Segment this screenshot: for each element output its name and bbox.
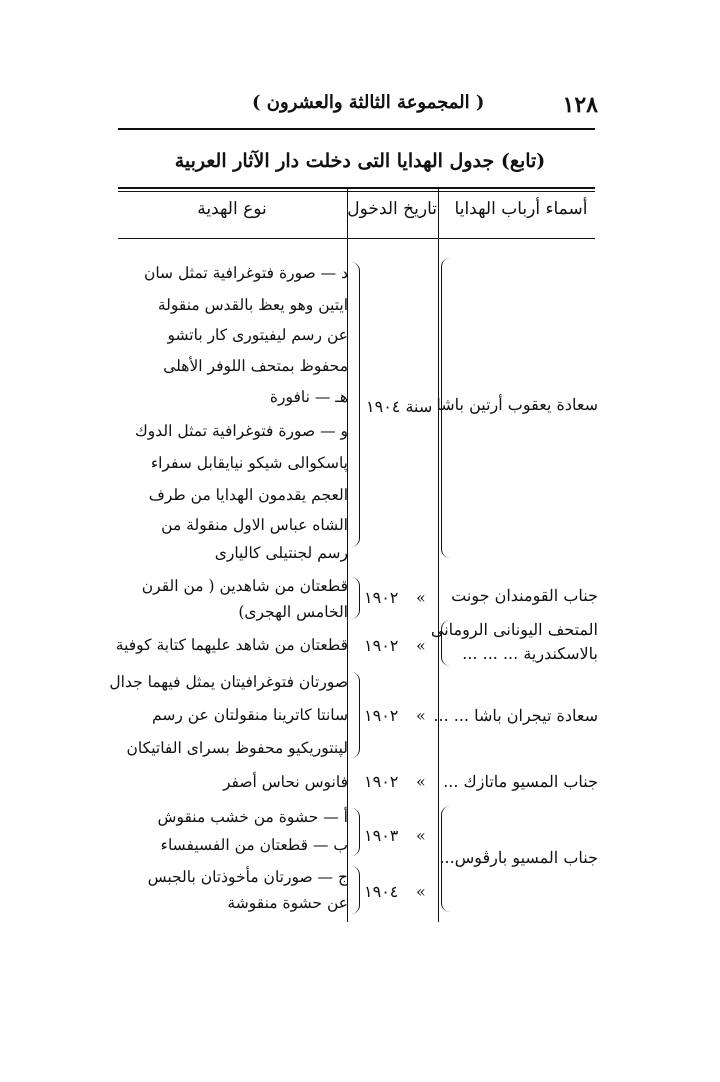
gift-line: ب — قطعتان من الفسيفساء bbox=[160, 836, 348, 854]
donor-name: سعادة تيجران باشا ... ... bbox=[433, 706, 598, 725]
gift-line: الخامس الهجرى) bbox=[238, 603, 348, 621]
entry-date: ١٩٠٢ bbox=[364, 588, 399, 607]
gift-line: د — صورة فتوغرافية تمثل سان bbox=[143, 264, 348, 282]
brace-right bbox=[351, 577, 360, 619]
entry-date: ١٩٠٢ bbox=[364, 706, 399, 725]
column-divider-date-donor bbox=[438, 187, 439, 922]
donor-name: المتحف اليونانى الرومانى bbox=[430, 620, 598, 639]
column-header-donor: أسماء أرباب الهدايا bbox=[454, 199, 588, 219]
gift-line: محفوظ بمتحف اللوفر الأهلى bbox=[163, 357, 348, 375]
donor-name: سعادة يعقوب أرتين باشا bbox=[436, 395, 598, 414]
column-header-date: تاريخ الدخول bbox=[347, 199, 437, 219]
gift-line: هـ — نافورة bbox=[269, 388, 348, 406]
brace-right bbox=[351, 262, 360, 547]
entry-date: سنة ١٩٠٤ bbox=[366, 397, 433, 416]
gift-line: قطعتان من شاهدين ( من القرن bbox=[141, 577, 348, 595]
ditto-mark: « bbox=[416, 706, 426, 725]
brace-left bbox=[441, 620, 450, 666]
gift-line: عن حشوة منقوشة bbox=[227, 894, 348, 912]
entry-date: ١٩٠٢ bbox=[364, 772, 399, 791]
brace-right bbox=[351, 866, 360, 914]
donor-name: جناب القومندان جونت bbox=[451, 586, 598, 605]
donor-name: جناب المسيو بارڤوس... bbox=[439, 848, 598, 867]
gift-line: صورتان فتوغرافيتان يمثل فيهما جدال bbox=[109, 673, 348, 691]
gift-line: ايتين وهو يعظ بالقدس منقولة bbox=[157, 296, 348, 314]
gift-line: فانوس نحاس أصفر bbox=[222, 773, 348, 791]
gift-line: ج — صورتان مأخوذتان بالجبس bbox=[147, 868, 348, 886]
gift-line: العجم يقدمون الهدايا من طرف bbox=[148, 486, 348, 504]
table-top-rule bbox=[118, 187, 595, 189]
table-top-rule-2 bbox=[118, 191, 595, 192]
column-header-gift: نوع الهدية bbox=[197, 199, 267, 219]
gift-line: و — صورة فتوغرافية تمثل الدوك bbox=[135, 422, 348, 440]
ditto-mark: « bbox=[416, 772, 426, 791]
brace-right bbox=[351, 808, 360, 856]
page-number: ١٢٨ bbox=[562, 92, 598, 118]
table-header-rule bbox=[118, 238, 595, 239]
ditto-mark: « bbox=[416, 826, 426, 845]
gift-line: پاسكوالى شيكو نيايقابل سفراء bbox=[150, 454, 348, 472]
entry-date: ١٩٠٣ bbox=[364, 826, 399, 845]
header-rule bbox=[118, 128, 595, 130]
gift-line: قطعتان من شاهد عليهما كتابة كوفية bbox=[115, 636, 348, 654]
brace-left bbox=[441, 806, 450, 912]
gift-line: عن رسم ليفيتورى كار باتشو bbox=[167, 326, 348, 344]
gift-line: رسم لجنتيلى كاليارى bbox=[214, 544, 348, 562]
gift-line: أ — حشوة من خشب منقوش bbox=[157, 808, 348, 826]
brace-left bbox=[441, 258, 450, 558]
entry-date: ١٩٠٤ bbox=[364, 882, 399, 901]
donor-name: جناب المسيو ماتازك ... bbox=[443, 772, 598, 791]
gift-line: لپنتوريكيو محفوظ بسراى الفاتيكان bbox=[126, 739, 348, 757]
table-title: (تابع) جدول الهدايا التى دخلت دار الآثار العربية bbox=[174, 150, 546, 172]
entry-date: ١٩٠٢ bbox=[364, 636, 399, 655]
brace-right bbox=[351, 672, 360, 758]
donor-name: بالاسكندرية ... ... ... bbox=[462, 644, 598, 663]
gift-line: الشاه عباس الاول منقولة من bbox=[161, 516, 348, 534]
ditto-mark: « bbox=[416, 588, 426, 607]
ditto-mark: « bbox=[416, 882, 426, 901]
running-head: ( المجموعة الثالثة والعشرون ) bbox=[252, 92, 485, 113]
gift-line: سانتا كاترينا منقولتان عن رسم bbox=[152, 706, 348, 724]
ditto-mark: « bbox=[416, 636, 426, 655]
